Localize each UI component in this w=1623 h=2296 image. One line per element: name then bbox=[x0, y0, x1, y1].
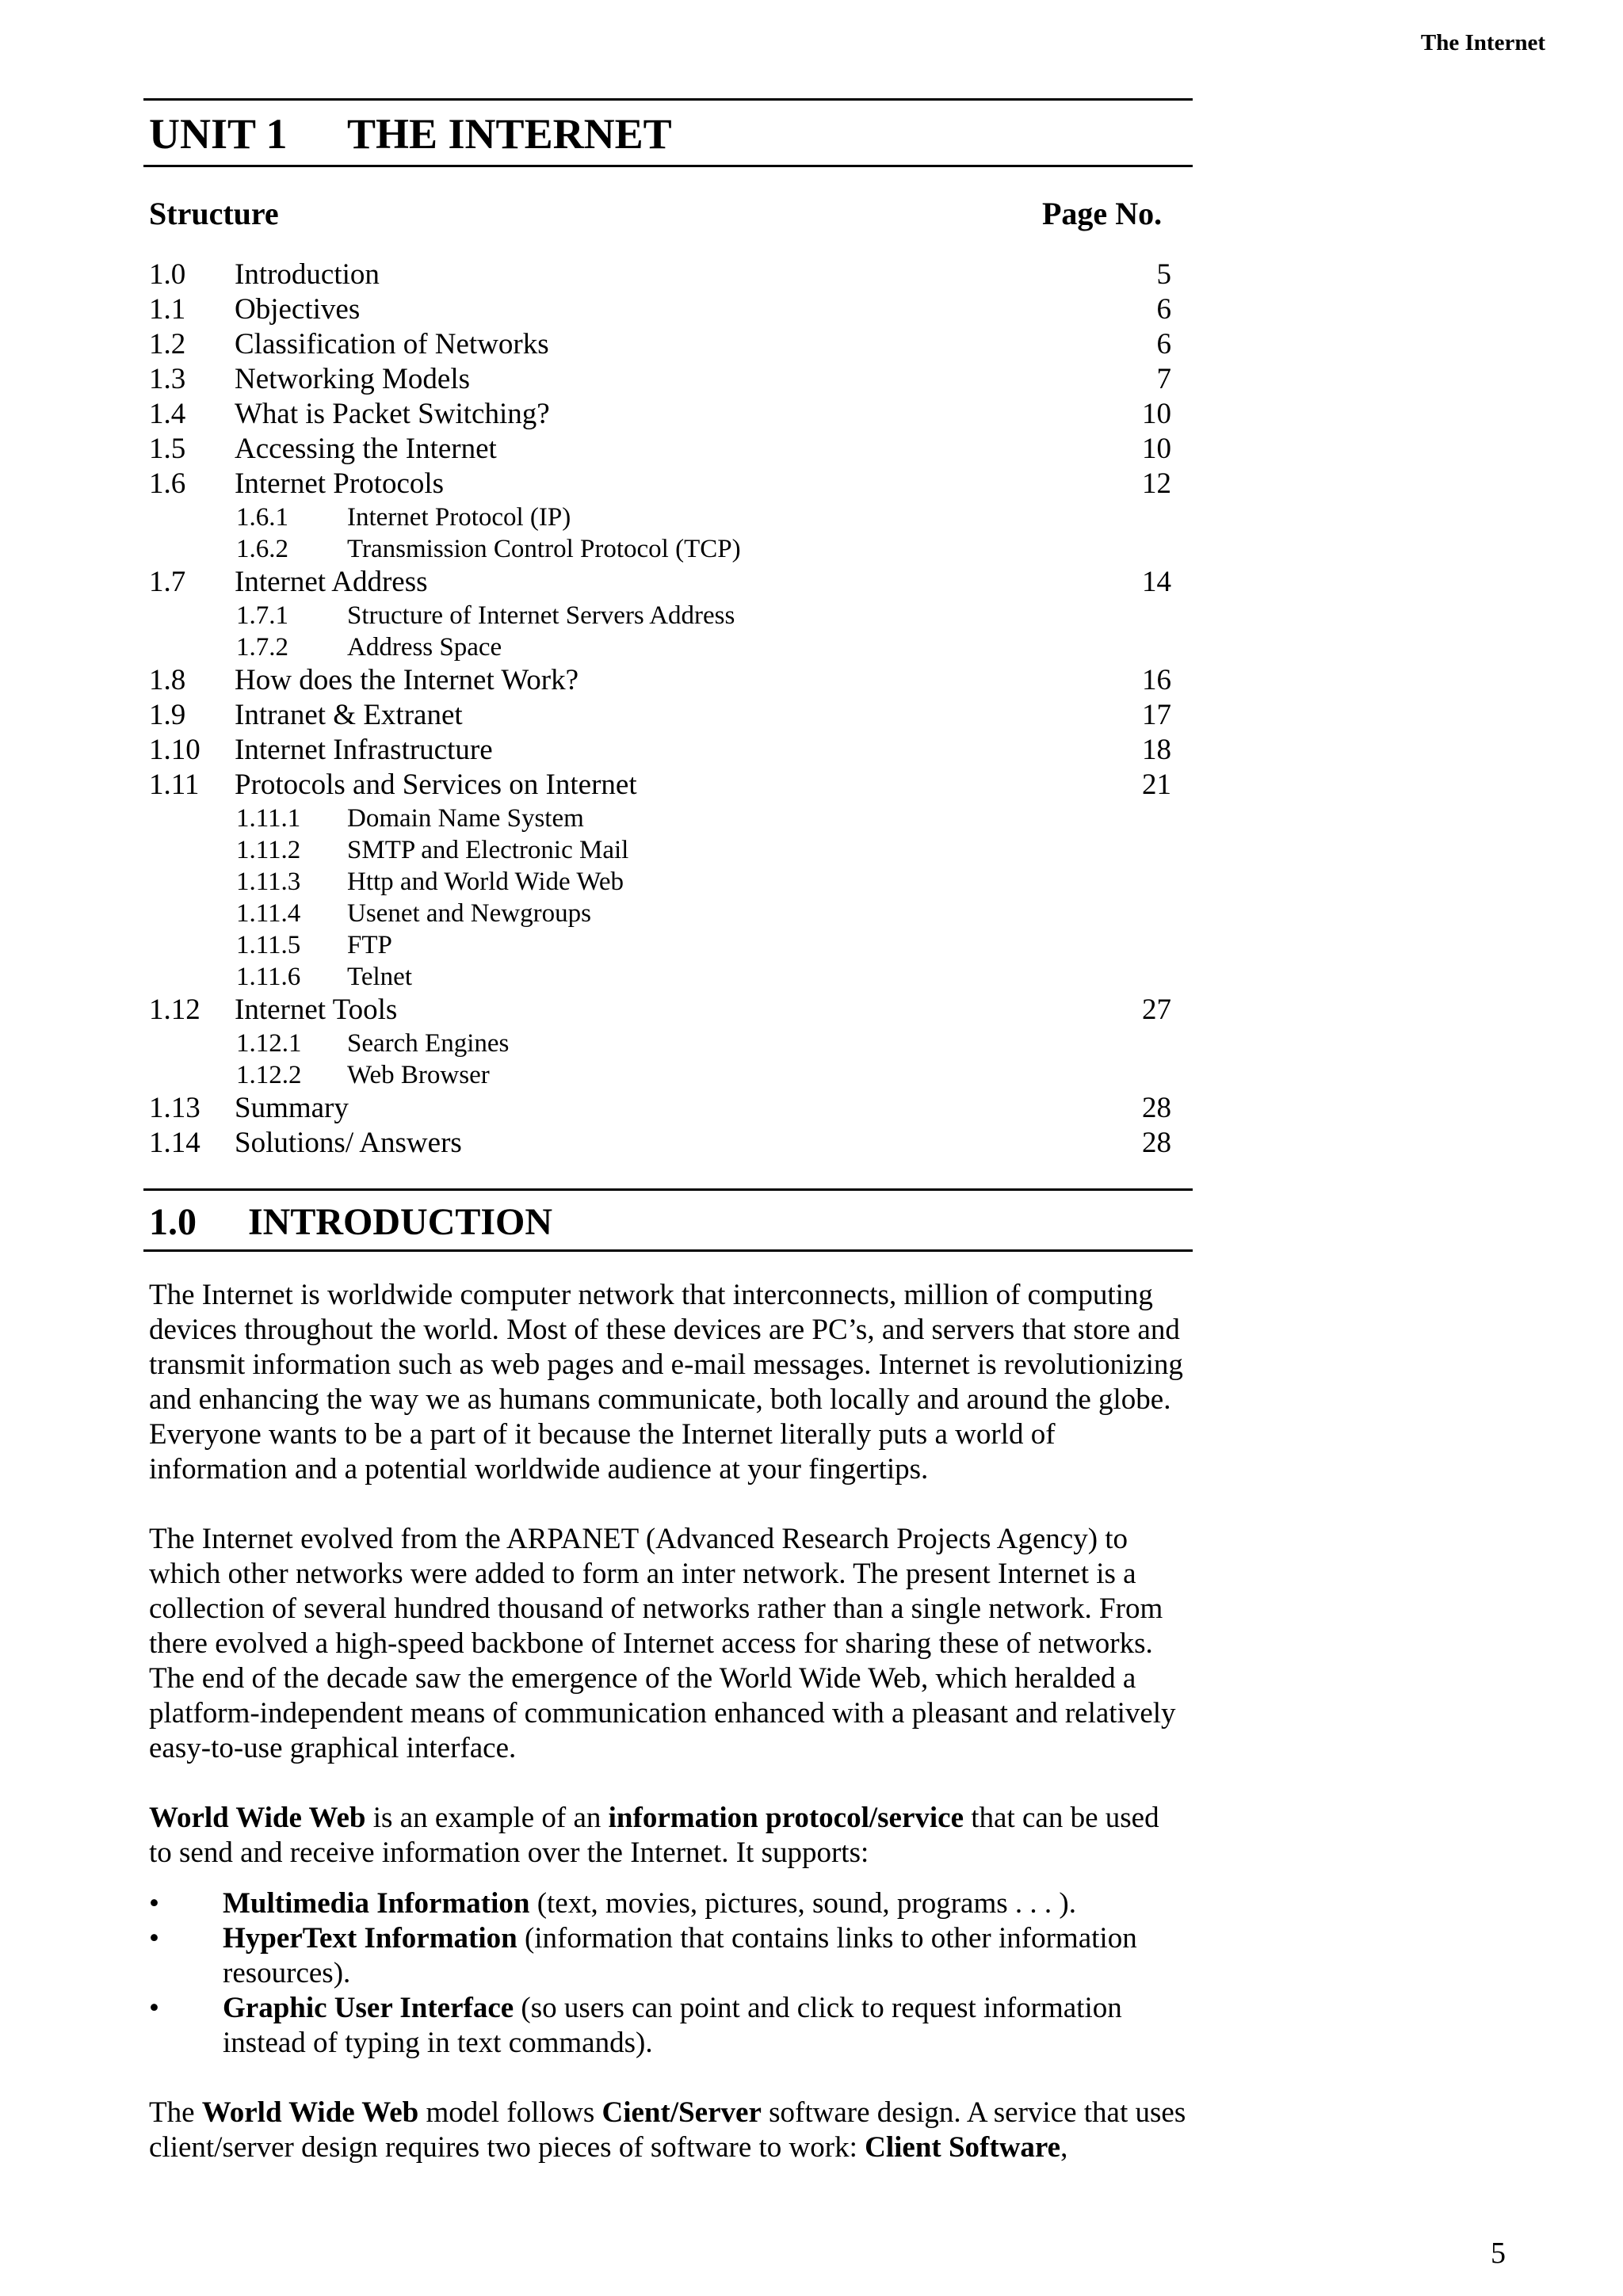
toc-title: Solutions/ Answers bbox=[235, 1127, 462, 1159]
toc-title: Intranet & Extranet bbox=[235, 699, 463, 731]
toc-entry bbox=[149, 733, 1171, 768]
toc-number: 1.12 bbox=[149, 994, 200, 1026]
toc-page-number: 12 bbox=[1142, 467, 1171, 500]
toc-page-number: 28 bbox=[1142, 1127, 1171, 1159]
unit-title-underline bbox=[143, 165, 1193, 167]
toc-title: Telnet bbox=[347, 963, 412, 991]
toc-title: Web Browser bbox=[347, 1061, 490, 1089]
toc-page-number: 16 bbox=[1142, 664, 1171, 696]
text-run: The bbox=[149, 2096, 202, 2129]
toc-page-number: 27 bbox=[1142, 994, 1171, 1026]
toc-number: 1.11 bbox=[149, 769, 200, 801]
toc-entry bbox=[149, 1091, 1171, 1126]
toc-number: 1.12.1 bbox=[236, 1029, 302, 1058]
bold-term: World Wide Web bbox=[149, 1802, 366, 1834]
toc-title: Structure of Internet Servers Address bbox=[347, 601, 735, 630]
feature-list bbox=[149, 1886, 1187, 2061]
toc-entry bbox=[149, 565, 1171, 600]
toc-number: 1.6 bbox=[149, 467, 186, 500]
toc-page-number: 14 bbox=[1142, 566, 1171, 598]
toc-page-number: 17 bbox=[1142, 699, 1171, 731]
toc-page-number: 28 bbox=[1142, 1092, 1171, 1124]
toc-number: 1.11.4 bbox=[236, 899, 301, 928]
paragraph-4 bbox=[149, 2096, 1187, 2165]
toc-title: Address Space bbox=[347, 633, 502, 662]
toc-number: 1.11.2 bbox=[236, 836, 301, 864]
paragraph-1: The Internet is worldwide computer network that interconnects, million of computing devices throughout the world. Most of these devices are PC’s, and servers that store and transmit information such as web pages and e-mail messages. Internet is revolutionizing and enhancing the way we as humans communicate, both locally and around the globe. Everyone wants to be a part of it because the Internet literally puts a world of information and a potential worldwide audience at your fingertips. bbox=[149, 1279, 1183, 1486]
toc-subentry bbox=[149, 834, 1171, 866]
bullet-icon: • bbox=[149, 1992, 159, 2024]
toc-title: Internet Protocols bbox=[235, 467, 445, 500]
toc-title: FTP bbox=[347, 931, 392, 959]
toc-page-number: 6 bbox=[1156, 293, 1171, 326]
toc-page-number: 10 bbox=[1142, 398, 1171, 430]
paragraph-2: The Internet evolved from the ARPANET (Advanced Research Projects Agency) to which other networks were added to form an inter network. The present Internet is a collection of several hundred thousand of networks rather than a single network. From there evolved a high-speed backbone of Internet access for sharing these of networks. The end of the decade saw the emergence of the World Wide Web, which heralded a platform-independent means of communication enhanced with a pleasant and relatively easy-to-use graphical interface. bbox=[149, 1523, 1176, 1764]
toc-title: Networking Models bbox=[235, 363, 470, 395]
toc-number: 1.1 bbox=[149, 293, 186, 326]
text-run: (information that contains links to other information resources). bbox=[223, 1922, 1137, 1989]
text-run: (text, movies, pictures, sound, programs . . . ). bbox=[529, 1887, 1076, 1920]
toc-number: 1.7 bbox=[149, 566, 186, 598]
toc-page-number: 18 bbox=[1142, 734, 1171, 766]
list-item bbox=[149, 1921, 1187, 1991]
list-item bbox=[149, 1886, 1187, 1921]
toc-title: Internet Protocol (IP) bbox=[347, 503, 571, 532]
toc-title: Http and World Wide Web bbox=[347, 868, 624, 896]
toc-number: 1.11.5 bbox=[236, 931, 301, 959]
toc-number: 1.4 bbox=[149, 398, 186, 430]
toc-title: Introduction bbox=[235, 258, 380, 291]
toc-title: Summary bbox=[235, 1092, 349, 1124]
bold-term: HyperText Information bbox=[223, 1922, 517, 1955]
toc-entry bbox=[149, 397, 1171, 432]
bold-term: Graphic User Interface bbox=[223, 1992, 514, 2024]
toc-number: 1.8 bbox=[149, 664, 186, 696]
toc-subentry bbox=[149, 1028, 1171, 1059]
toc-number: 1.10 bbox=[149, 734, 200, 766]
bold-term: information protocol/service bbox=[608, 1802, 964, 1834]
toc-number: 1.0 bbox=[149, 258, 186, 291]
body-text bbox=[149, 1278, 1187, 2165]
toc-number: 1.9 bbox=[149, 699, 186, 731]
bold-term: Multimedia Information bbox=[223, 1887, 530, 1920]
toc-subentry bbox=[149, 533, 1171, 565]
toc-number: 1.3 bbox=[149, 363, 186, 395]
toc-entry bbox=[149, 327, 1171, 362]
toc-entry bbox=[149, 292, 1171, 327]
toc-title: Internet Tools bbox=[235, 994, 398, 1026]
toc-page-number: 21 bbox=[1142, 769, 1171, 801]
bold-term: World Wide Web bbox=[201, 2096, 419, 2129]
toc-number: 1.12.2 bbox=[236, 1061, 302, 1089]
section-number: 1.0 bbox=[149, 1201, 197, 1243]
toc-subentry bbox=[149, 502, 1171, 533]
section-name: INTRODUCTION bbox=[248, 1201, 553, 1243]
toc-title: Search Engines bbox=[347, 1029, 510, 1058]
toc-subentry bbox=[149, 631, 1171, 663]
toc-title: How does the Internet Work? bbox=[235, 664, 579, 696]
toc-number: 1.11.6 bbox=[236, 963, 301, 991]
text-run: model follows bbox=[418, 2096, 602, 2129]
toc-number: 1.5 bbox=[149, 433, 186, 465]
bold-term: Client Software bbox=[865, 2131, 1061, 2164]
toc-entry bbox=[149, 467, 1171, 502]
toc-title: Usenet and Newgroups bbox=[347, 899, 591, 928]
text-run: is an example of an bbox=[365, 1802, 609, 1834]
toc-subentry bbox=[149, 929, 1171, 961]
text-run: , bbox=[1060, 2131, 1068, 2164]
table-of-contents bbox=[149, 257, 1171, 1161]
toc-title: Internet Address bbox=[235, 566, 428, 598]
toc-subentry bbox=[149, 803, 1171, 834]
toc-entry bbox=[149, 257, 1171, 292]
bullet-icon: • bbox=[149, 1922, 159, 1955]
toc-entry bbox=[149, 1126, 1171, 1161]
toc-number: 1.11.3 bbox=[236, 868, 301, 896]
structure-heading: Structure bbox=[149, 196, 279, 231]
toc-entry bbox=[149, 993, 1171, 1028]
toc-number: 1.14 bbox=[149, 1127, 200, 1159]
list-item bbox=[149, 1991, 1187, 2061]
toc-page-number: 5 bbox=[1156, 258, 1171, 291]
toc-page-number: 6 bbox=[1156, 328, 1171, 360]
text-run: that can be used to send and receive information over the Internet. It supports: bbox=[149, 1802, 1159, 1869]
paragraph-3 bbox=[149, 1801, 1187, 1871]
bold-term: Cient/Server bbox=[601, 2096, 762, 2129]
toc-number: 1.13 bbox=[149, 1092, 200, 1124]
toc-number: 1.6.1 bbox=[236, 503, 288, 532]
toc-title: Accessing the Internet bbox=[235, 433, 497, 465]
toc-entry bbox=[149, 698, 1171, 733]
toc-number: 1.6.2 bbox=[236, 535, 288, 563]
toc-entry bbox=[149, 432, 1171, 467]
toc-subentry bbox=[149, 866, 1171, 898]
page-no-heading: Page No. bbox=[1042, 196, 1163, 231]
toc-subentry bbox=[149, 961, 1171, 993]
unit-name: THE INTERNET bbox=[347, 110, 672, 158]
toc-page-number: 10 bbox=[1142, 433, 1171, 465]
top-rule bbox=[143, 98, 1193, 101]
toc-title: Classification of Networks bbox=[235, 328, 549, 360]
toc-subentry bbox=[149, 1059, 1171, 1091]
toc-number: 1.2 bbox=[149, 328, 186, 360]
toc-entry bbox=[149, 362, 1171, 397]
unit-title bbox=[149, 103, 672, 165]
section-title bbox=[149, 1196, 552, 1249]
page-number: 5 bbox=[1491, 2237, 1506, 2270]
toc-title: Objectives bbox=[235, 293, 361, 326]
text-run: (so users can point and click to request information instead of typing in text commands). bbox=[223, 1992, 1122, 2059]
toc-title: Internet Infrastructure bbox=[235, 734, 493, 766]
toc-number: 1.7.1 bbox=[236, 601, 288, 630]
toc-subentry bbox=[149, 898, 1171, 929]
toc-number: 1.11.1 bbox=[236, 804, 301, 833]
toc-title: Protocols and Services on Internet bbox=[235, 769, 637, 801]
bullet-icon: • bbox=[149, 1887, 159, 1920]
toc-title: What is Packet Switching? bbox=[235, 398, 550, 430]
toc-page-number: 7 bbox=[1156, 363, 1171, 395]
text-run: software design. A service that uses client/server design requires two pieces of software to work: bbox=[149, 2096, 1186, 2164]
section-bottom-rule bbox=[143, 1249, 1193, 1252]
toc-number: 1.7.2 bbox=[236, 633, 288, 662]
toc-title: SMTP and Electronic Mail bbox=[347, 836, 629, 864]
toc-entry bbox=[149, 663, 1171, 698]
unit-label: UNIT 1 bbox=[149, 110, 288, 158]
section-top-rule bbox=[143, 1188, 1193, 1191]
toc-title: Transmission Control Protocol (TCP) bbox=[347, 535, 741, 563]
toc-subentry bbox=[149, 600, 1171, 631]
toc-entry bbox=[149, 768, 1171, 803]
toc-title: Domain Name System bbox=[347, 804, 584, 833]
running-head: The Internet bbox=[1420, 30, 1545, 55]
